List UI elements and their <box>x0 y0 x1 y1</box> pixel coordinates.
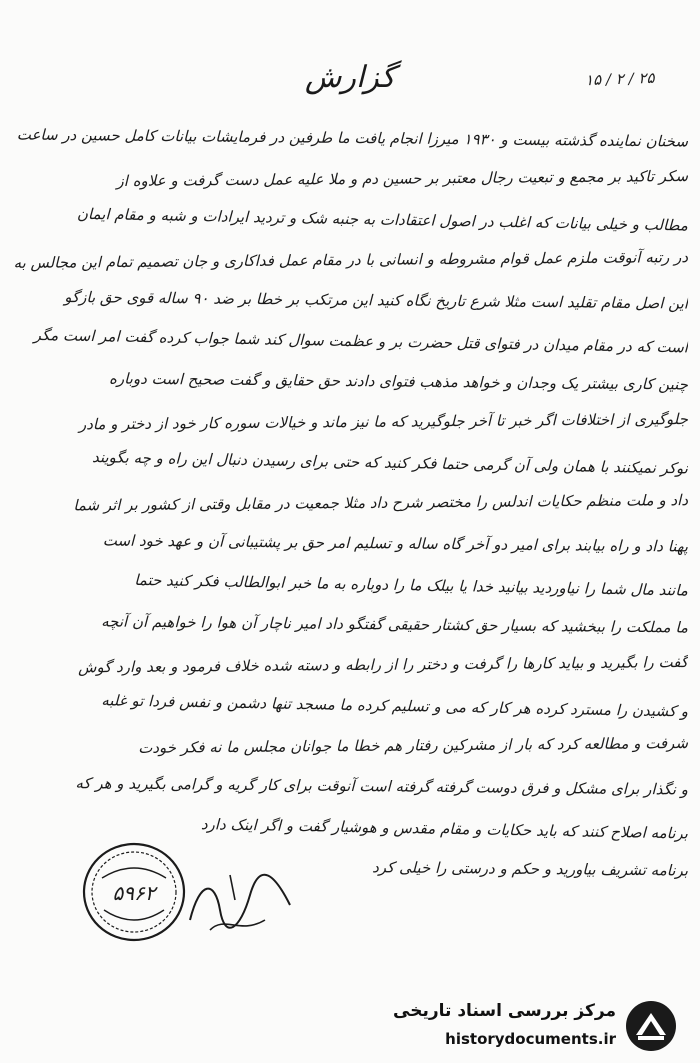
handwritten-line: سخنان نماینده گذشته بیست و ۱۹۳۰ میرزا انجام یافت ما طرفین در فرمایشات بیانات کامل حسین در ساعت <box>16 125 689 151</box>
handwritten-line: و نگذار برای مشکل و فرق دوست گرفته گرفته است آنوقت برای کار گریه و گرامی بگیرید و هر که <box>75 774 689 799</box>
handwritten-line: چنین کاری بیشتر یک وجدان و خواهد مذهب فتوای دادند حق حقایق و گفت صحیح است دوباره <box>108 369 689 394</box>
letter-body <box>12 118 688 888</box>
document-date: ۱۵ / ۲ / ۲۵ <box>584 68 655 90</box>
handwritten-line: نوکر نمیکنند با همان ولی آن گرمی حتما فکر کنید که حتی برای رسیدن دنبال این راه و چه بگویند <box>91 448 689 478</box>
handwritten-line: برنامه تشریف بیاورید و حکم و درستی را خیلی کرد <box>372 858 689 880</box>
handwritten-line: و کشیدن را مسترد کرده هر کار که می و تسلیم کرده ما مسجد تنها دشمن و نفس فردا تو غلبه <box>101 691 689 721</box>
round-seal-stamp <box>80 838 188 946</box>
handwritten-line: مطالب و خیلی بیانات که اغلب در اصول اعتقادات به جنبه شک و تردید ایرادات و شبه و مقام ایمان <box>76 204 689 235</box>
handwritten-line: ما مملکت را ببخشید که بسیار حق کشتار حقیقی گفتگو داد امیر ناچار آن هوا را خواهیم آن آنچه <box>101 612 689 637</box>
document-title: گزارش <box>304 60 396 95</box>
handwritten-line: شرفت و مطالعه کرد که بار از مشرکین رفتار هم خطا ما جوانان مجلس ما نه فکر خودت <box>138 733 689 757</box>
watermark-title: مرکز بررسی اسناد تاریخی <box>393 1001 616 1021</box>
handwritten-line: گفت را بگیرید و بیاید کارها را گرفت و دختر را از رابطه و دسته شده خلاف فرمود و بعد وارد گوش <box>78 652 689 676</box>
handwritten-line: جلوگیری از اختلافات اگر خبر تا آخر جلوگیرید که ما نیز ماند و خیالات سوره کار خود از دختر و مادر <box>78 409 689 433</box>
handwritten-line: سکر تاکید بر مجمع و تبعیت رجال معتبر بر حسین دم و ملا علیه عمل دست گرفت و علاوه از <box>116 166 689 190</box>
handwritten-line: این اصل مقام تقلید است مثلا شرع تاریخ نگاه کنید این مرتکب بر خطا بر ضد ۹۰ ساله قوی حق بازگو <box>64 288 689 313</box>
stamp-serial: ۵۹۶۲ <box>112 881 156 905</box>
handwritten-line: است که در مقام میدان در فتوای قتل حضرت بر و عظمت سوال کند شما جواب کرده گفت امر است مگر <box>33 325 689 356</box>
handwritten-line: مانند مال شما را نیاوردید بیانید خدا یا بیلک ما را دوباره به ما خبر ابوالطالب فکر کنید حتما <box>134 570 689 599</box>
handwritten-line: برنامه اصلاح کنند که باید حکایات و مقام مقدس و هوشیار گفت و اگر اینک دارد <box>200 814 689 842</box>
archive-book-icon <box>624 999 678 1053</box>
signature-mark <box>180 860 300 940</box>
handwritten-line: پهنا داد و راه بیابند برای امیر دو آخر گاه ساله و تسلیم امر حق بر پشتیبانی آن و عهد خود است <box>102 531 689 556</box>
handwritten-line: در رتبه آنوقت ملزم عمل قوام مشروطه و انسانی با در مقام عمل فداکاری و جان تصمیم تمام این مجالس به <box>13 247 689 272</box>
watermark-url: historydocuments.ir <box>445 1030 616 1048</box>
archive-watermark <box>388 997 678 1057</box>
handwritten-line: داد و ملت منظم حکایات اندلس را مختصر شرح داد مثلا جمعیت در مقابل وقتی از کشور بر اثر شما <box>73 490 689 514</box>
